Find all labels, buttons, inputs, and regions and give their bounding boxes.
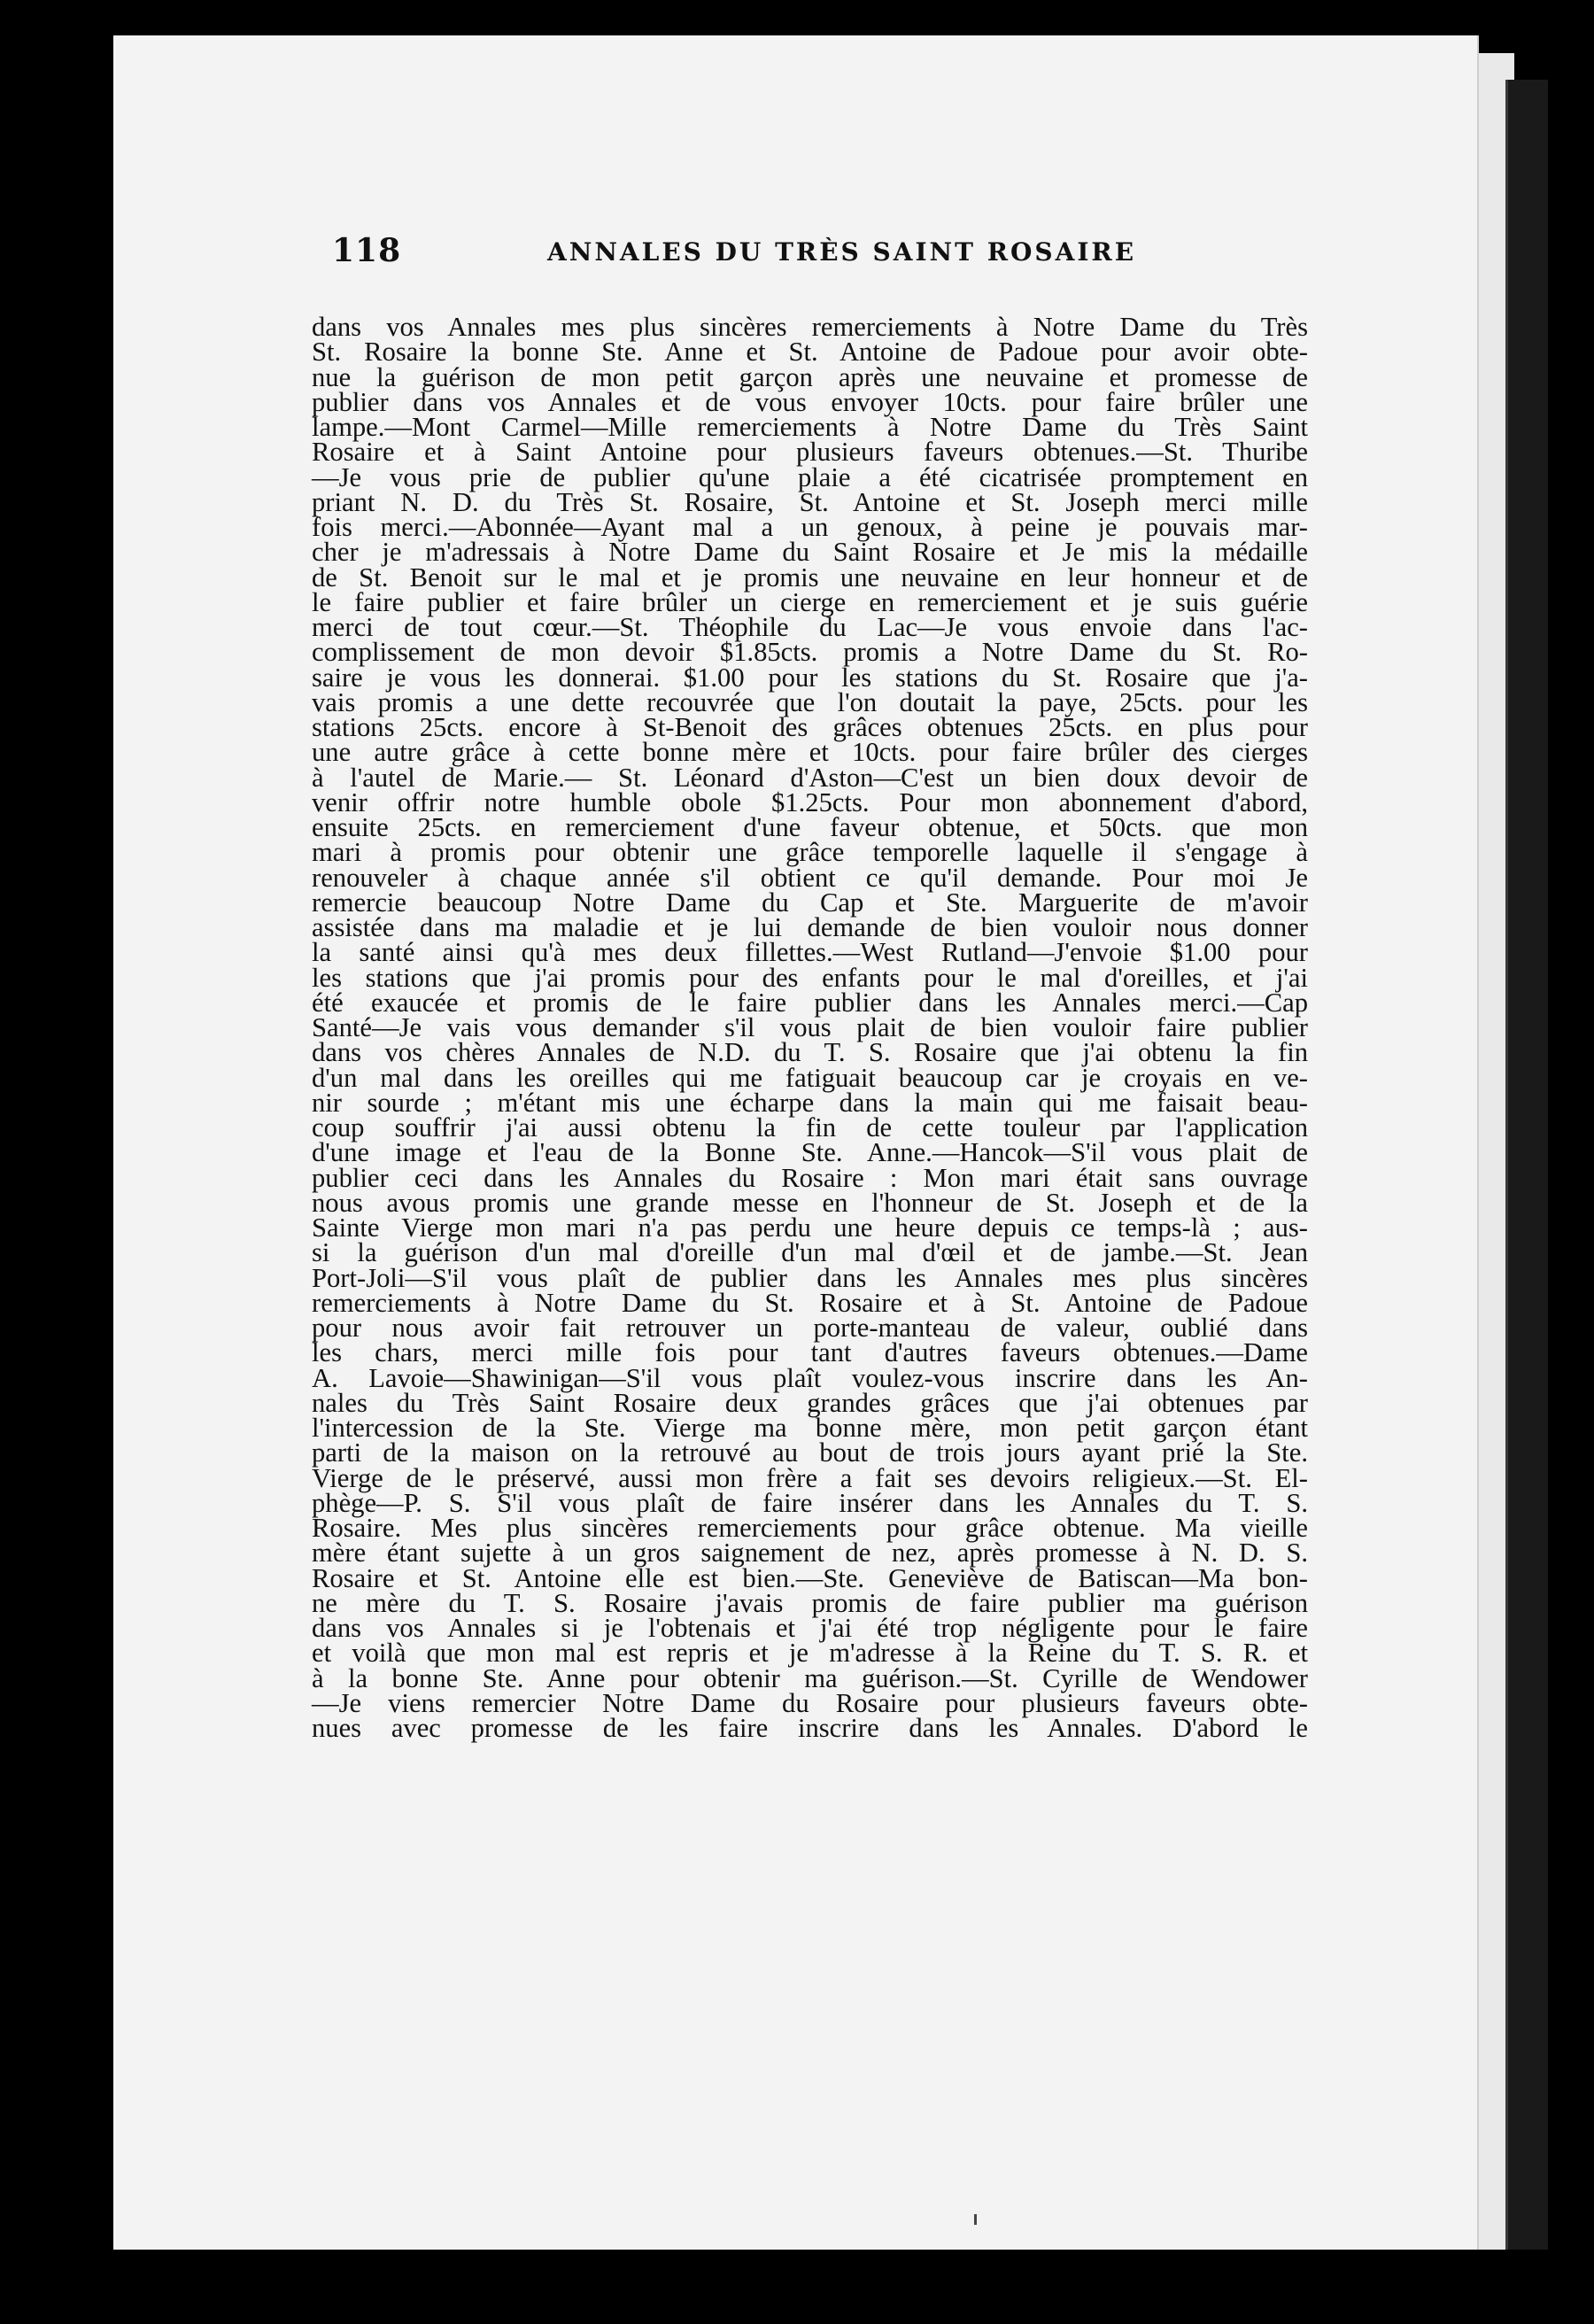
text-line: été exaucée et promis de le faire publier dans les Annales merci.—Cap [312,987,1308,1018]
text-line: complissement de mon devoir $1.85cts. promis a Notre Dame du St. Ro- [312,637,1308,668]
text-line: coup souffrir j'ai aussi obtenu la fin de cette touleur par l'application [312,1112,1308,1143]
text-line: fois merci.—Abonnée—Ayant mal a un genoux, à peine je pouvais mar- [312,512,1308,542]
text-line: dans vos chères Annales de N.D. du T. S. Rosaire que j'ai obtenu la fin [312,1037,1308,1068]
text-line: cher je m'adressais à Notre Dame du Saint Rosaire et Je mis la médaille [312,537,1308,568]
text-line: saire je vous les donnerai. $1.00 pour les stations du St. Rosaire que j'a- [312,662,1308,693]
text-line: pour nous avoir fait retrouver un porte-manteau de valeur, oublié dans [312,1313,1308,1343]
text-line: mère étant sujette à un gros saignement de nez, après promesse à N. D. S. [312,1538,1308,1569]
text-line: priant N. D. du Très St. Rosaire, St. Antoine et St. Joseph merci mille [312,486,1308,517]
text-line: remerciements à Notre Dame du St. Rosaire et à St. Antoine de Padoue [312,1287,1308,1318]
text-line: renouveler à chaque année s'il obtient ce qu'il demande. Pour moi Je [312,862,1308,893]
text-line: nir sourde ; m'étant mis une écharpe dans la main qui me faisait beau- [312,1087,1308,1118]
text-line: A. Lavoie—Shawinigan—S'il vous plaît voulez-vous inscrire dans les An- [312,1362,1308,1393]
text-line: merci de tout cœur.—St. Théophile du Lac—Je vous envoie dans l'ac- [312,612,1308,642]
text-line: ensuite 25cts. en remerciement d'une faveur obtenue, et 50cts. que mon [312,812,1308,842]
text-line: dans vos Annales mes plus sincères remerciements à Notre Dame du Très [312,312,1308,342]
text-line: vais promis a une dette recouvrée que l'on doutait la paye, 25cts. pour les [312,686,1308,717]
text-line: d'un mal dans les oreilles qui me fatiguait beaucoup car je croyais en ve- [312,1062,1308,1093]
text-line: l'intercession de la Ste. Vierge ma bonne mère, mon petit garçon étant [312,1413,1308,1443]
text-line: les chars, merci mille fois pour tant d'autres faveurs obtenues.—Dame [312,1337,1308,1368]
text-line: parti de la maison on la retrouvé au bout de trois jours ayant prié la Ste. [312,1437,1308,1468]
text-line: lampe.—Mont Carmel—Mille remerciements à Notre Dame du Très Saint [312,412,1308,442]
text-line: venir offrir notre humble obole $1.25cts. Pour mon abonnement d'abord, [312,786,1308,817]
text-line: Vierge de le préservé, aussi mon frère a fait ses devoirs religieux.—St. El- [312,1462,1308,1493]
text-line: assistée dans ma maladie et je lui demande de bien vouloir nous donner [312,912,1308,942]
text-line: publier ceci dans les Annales du Rosaire : Mon mari était sans ouvrage [312,1162,1308,1193]
text-line: publier dans vos Annales et de vous envoyer 10cts. pour faire brûler une [312,386,1308,417]
text-line: si la guérison d'un mal d'oreille d'un mal d'œil et de jambe.—St. Jean [312,1237,1308,1268]
text-line: la santé ainsi qu'à mes deux fillettes.—West Rutland—J'envoie $1.00 pour [312,937,1308,968]
text-line: phège—P. S. S'il vous plaît de faire insérer dans les Annales du T. S. [312,1487,1308,1518]
text-line: —Je viens remercier Notre Dame du Rosaire pour plusieurs faveurs obte- [312,1687,1308,1718]
text-line: St. Rosaire la bonne Ste. Anne et St. Antoine de Padoue pour avoir obte- [312,337,1308,368]
text-line: d'une image et l'eau de la Bonne Ste. Anne.—Hancok—S'il vous plait de [312,1137,1308,1168]
text-line: et voilà que mon mal est repris et je m'adresse à la Reine du T. S. R. et [312,1638,1308,1669]
text-line: nous avous promis une grande messe en l'honneur de St. Joseph et de la [312,1187,1308,1218]
text-line: mari à promis pour obtenir une grâce temporelle laquelle il s'engage à [312,837,1308,868]
text-line: dans vos Annales si je l'obtenais et j'ai été trop négligente pour le faire [312,1613,1308,1643]
text-line: nues avec promesse de les faire inscrire dans les Annales. D'abord le [312,1713,1308,1743]
text-line: stations 25cts. encore à St-Benoit des grâces obtenues 25cts. en plus pour [312,712,1308,742]
scan-speck [974,2214,977,2225]
text-line: à l'autel de Marie.— St. Léonard d'Aston—C'est un bien doux devoir de [312,762,1308,793]
text-line: une autre grâce à cette bonne mère et 10cts. pour faire brûler des cierges [312,737,1308,768]
page-number: 118 [332,232,402,269]
text-line: Santé—Je vais vous demander s'il vous plait de bien vouloir faire publier [312,1012,1308,1042]
text-line: les stations que j'ai promis pour des enfants pour le mal d'oreilles, et j'ai [312,962,1308,993]
text-line: remercie beaucoup Notre Dame du Cap et Ste. Marguerite de m'avoir [312,887,1308,918]
text-line: Rosaire. Mes plus sincères remerciements pour grâce obtenue. Ma vieille [312,1513,1308,1543]
text-line: Sainte Vierge mon mari n'a pas perdu une heure depuis ce temps-là ; aus- [312,1212,1308,1243]
text-line: —Je vous prie de publier qu'une plaie a été cicatrisée promptement en [312,461,1308,492]
running-title: ANNALES DU TRÈS SAINT ROSAIRE [547,237,1137,267]
text-line: de St. Benoit sur le mal et je promis une neuvaine en leur honneur et de [312,562,1308,593]
text-line: Rosaire et St. Antoine elle est bien.—Ste. Geneviève de Batiscan—Ma bon- [312,1562,1308,1593]
text-line: le faire publier et faire brûler un cierge en remerciement et je suis guérie [312,586,1308,617]
text-line: Port-Joli—S'il vous plaît de publier dans les Annales mes plus sincères [312,1262,1308,1293]
body-text [312,312,1308,1743]
book-binding-edge [1505,80,1548,2250]
text-line: ne mère du T. S. Rosaire j'avais promis de faire publier ma guérison [312,1587,1308,1618]
text-line: nales du Très Saint Rosaire deux grandes grâces que j'ai obtenues par [312,1387,1308,1418]
text-line: Rosaire et à Saint Antoine pour plusieurs faveurs obtenues.—St. Thuribe [312,437,1308,468]
text-line: à la bonne Ste. Anne pour obtenir ma guérison.—St. Cyrille de Wendower [312,1662,1308,1693]
page-header [332,232,1324,285]
text-line: nue la guérison de mon petit garçon après une neuvaine et promesse de [312,361,1308,392]
